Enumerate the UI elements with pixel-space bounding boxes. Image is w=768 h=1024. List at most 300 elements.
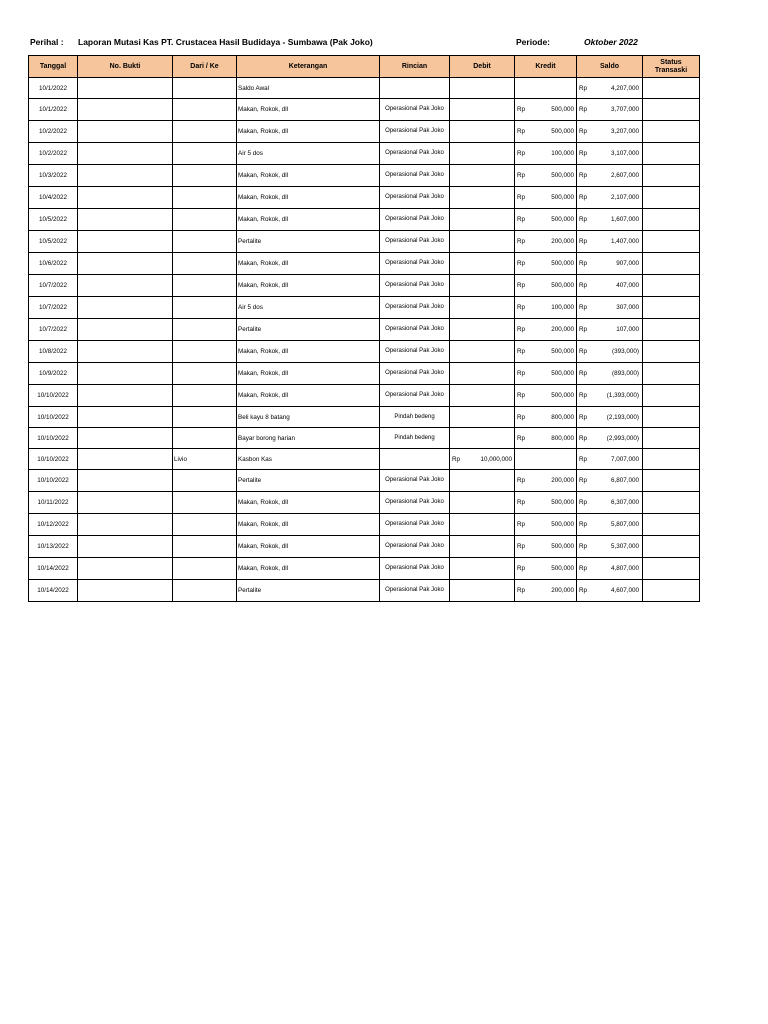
cell-dari-ke[interactable] (173, 209, 237, 231)
cell-dari-ke[interactable] (173, 580, 237, 602)
cell-dari-ke[interactable] (173, 319, 237, 341)
cell-status[interactable] (643, 536, 700, 558)
table-row (29, 558, 700, 580)
table-row (29, 580, 700, 602)
table-row (29, 231, 700, 253)
cell-saldo[interactable] (577, 580, 643, 602)
cell-rincian[interactable]: Operasional Pak Joko (380, 297, 450, 319)
currency-label: Rp (517, 150, 526, 157)
cell-dari-ke[interactable] (173, 363, 237, 385)
cell-kredit[interactable] (515, 121, 577, 143)
cell-keterangan[interactable]: Makan, Rokok, dll (237, 209, 380, 231)
cell-status[interactable] (643, 319, 700, 341)
cell-saldo-amount: 1,407,000 (610, 238, 639, 245)
col-header-status[interactable] (643, 56, 700, 78)
cell-debit[interactable] (450, 143, 515, 165)
cell-tanggal[interactable]: 10/6/2022 (29, 253, 78, 275)
cell-rincian[interactable]: Operasional Pak Joko (380, 363, 450, 385)
cell-dari-ke[interactable] (173, 99, 237, 121)
cell-keterangan[interactable]: Makan, Rokok, dll (237, 121, 380, 143)
cell-rincian[interactable]: Operasional Pak Joko (380, 492, 450, 514)
cell-keterangan[interactable]: Makan, Rokok, dll (237, 165, 380, 187)
cell-no-bukti[interactable] (78, 536, 173, 558)
cell-rincian[interactable] (380, 449, 450, 470)
cell-saldo-amount: 4,207,000 (610, 84, 639, 92)
cell-kredit-amount: 100,000 (551, 150, 574, 157)
cell-no-bukti[interactable] (78, 580, 173, 602)
cell-saldo[interactable] (577, 470, 643, 492)
cell-rincian[interactable]: Operasional Pak Joko (380, 121, 450, 143)
cell-status[interactable] (643, 428, 700, 449)
cell-saldo[interactable] (577, 78, 643, 99)
periode-label: Periode: (516, 37, 551, 47)
cell-tanggal[interactable]: 10/5/2022 (29, 231, 78, 253)
cell-saldo-amount: 2,107,000 (610, 194, 639, 201)
cell-keterangan[interactable]: Makan, Rokok, dll (237, 536, 380, 558)
cell-dari-ke[interactable] (173, 187, 237, 209)
cell-keterangan[interactable]: Makan, Rokok, dll (237, 99, 380, 121)
cell-tanggal[interactable]: 10/10/2022 (29, 385, 78, 407)
cell-no-bukti[interactable] (78, 492, 173, 514)
table-row (29, 536, 700, 558)
currency-label: Rp (579, 216, 588, 223)
cell-kredit[interactable] (515, 253, 577, 275)
cell-tanggal[interactable]: 10/10/2022 (29, 470, 78, 492)
cell-debit[interactable] (450, 275, 515, 297)
cell-saldo[interactable] (577, 449, 643, 470)
cell-rincian[interactable]: Operasional Pak Joko (380, 143, 450, 165)
cell-saldo[interactable] (577, 253, 643, 275)
table-row (29, 341, 700, 363)
cell-kredit-amount: 800,000 (551, 434, 574, 442)
currency-label: Rp (579, 106, 588, 113)
cell-rincian[interactable]: Operasional Pak Joko (380, 187, 450, 209)
table-row (29, 407, 700, 428)
cell-keterangan[interactable]: Makan, Rokok, dll (237, 514, 380, 536)
cell-kredit-amount: 200,000 (551, 587, 574, 594)
currency-label: Rp (517, 370, 526, 377)
cell-rincian[interactable]: Operasional Pak Joko (380, 580, 450, 602)
cell-debit[interactable] (450, 363, 515, 385)
cell-saldo-amount: (393,000) (612, 348, 639, 355)
cell-kredit[interactable] (515, 470, 577, 492)
cell-kredit[interactable] (515, 319, 577, 341)
cell-no-bukti[interactable] (78, 187, 173, 209)
cell-tanggal[interactable]: 10/3/2022 (29, 165, 78, 187)
cell-kredit[interactable] (515, 275, 577, 297)
cell-debit-amount: 10,000,000 (480, 455, 512, 463)
cell-keterangan[interactable]: Makan, Rokok, dll (237, 385, 380, 407)
cell-status[interactable] (643, 492, 700, 514)
cell-rincian[interactable]: Operasional Pak Joko (380, 385, 450, 407)
cell-debit[interactable] (450, 99, 515, 121)
cell-no-bukti[interactable] (78, 470, 173, 492)
cell-rincian[interactable]: Operasional Pak Joko (380, 319, 450, 341)
cell-rincian[interactable]: Operasional Pak Joko (380, 470, 450, 492)
cell-kredit[interactable] (515, 514, 577, 536)
cell-status[interactable] (643, 143, 700, 165)
currency-label: Rp (579, 413, 588, 421)
currency-label: Rp (579, 434, 588, 442)
cell-status[interactable] (643, 165, 700, 187)
cell-keterangan[interactable]: Pertalite (237, 580, 380, 602)
currency-label: Rp (517, 128, 526, 135)
cell-debit[interactable] (450, 165, 515, 187)
currency-label: Rp (517, 216, 526, 223)
cell-saldo-amount: 4,807,000 (610, 565, 639, 572)
currency-label: Rp (517, 260, 526, 267)
cell-debit[interactable] (450, 492, 515, 514)
cell-saldo-amount: 307,000 (616, 304, 639, 311)
cell-tanggal[interactable]: 10/2/2022 (29, 121, 78, 143)
cell-rincian[interactable] (380, 78, 450, 99)
cell-keterangan[interactable]: Kasbon Kas (237, 449, 380, 470)
cell-debit[interactable] (450, 231, 515, 253)
cell-kredit[interactable] (515, 492, 577, 514)
cell-dari-ke[interactable] (173, 492, 237, 514)
cell-debit[interactable] (450, 319, 515, 341)
cell-dari-ke[interactable] (173, 121, 237, 143)
cell-dari-ke[interactable] (173, 78, 237, 99)
cell-no-bukti[interactable] (78, 275, 173, 297)
cell-rincian[interactable]: Pindah bedeng (380, 407, 450, 428)
cell-no-bukti[interactable] (78, 319, 173, 341)
cell-dari-ke[interactable] (173, 253, 237, 275)
cell-saldo-amount: 1,607,000 (610, 216, 639, 223)
currency-label: Rp (579, 194, 588, 201)
cell-kredit[interactable] (515, 231, 577, 253)
cell-kredit[interactable] (515, 385, 577, 407)
cell-saldo[interactable] (577, 407, 643, 428)
cell-dari-ke[interactable]: Livio (173, 449, 237, 470)
cell-debit[interactable] (450, 121, 515, 143)
cell-kredit[interactable] (515, 165, 577, 187)
cell-no-bukti[interactable] (78, 143, 173, 165)
cell-rincian[interactable]: Operasional Pak Joko (380, 231, 450, 253)
cell-saldo-amount: 6,807,000 (610, 477, 639, 484)
cell-kredit-amount: 800,000 (551, 413, 574, 421)
cell-dari-ke[interactable] (173, 385, 237, 407)
cell-kredit[interactable] (515, 78, 577, 99)
cell-no-bukti[interactable] (78, 341, 173, 363)
currency-label: Rp (517, 304, 526, 311)
cell-keterangan[interactable]: Bayar borong harian (237, 428, 380, 449)
currency-label: Rp (517, 477, 526, 484)
cell-no-bukti[interactable] (78, 231, 173, 253)
cell-saldo[interactable] (577, 514, 643, 536)
currency-label: Rp (579, 128, 588, 135)
currency-label: Rp (517, 565, 526, 572)
col-header-debit[interactable]: Debit (450, 56, 515, 78)
cell-tanggal[interactable]: 10/10/2022 (29, 407, 78, 428)
cell-kredit-amount: 500,000 (551, 194, 574, 201)
currency-label: Rp (517, 499, 526, 506)
cell-debit[interactable] (450, 558, 515, 580)
currency-label: Rp (579, 587, 588, 594)
cell-tanggal[interactable]: 10/10/2022 (29, 449, 78, 470)
cell-rincian[interactable]: Operasional Pak Joko (380, 536, 450, 558)
cell-keterangan[interactable]: Air 5 dos (237, 297, 380, 319)
table-row (29, 121, 700, 143)
cell-rincian[interactable]: Operasional Pak Joko (380, 209, 450, 231)
cell-status[interactable] (643, 297, 700, 319)
cell-kredit-amount: 500,000 (551, 392, 574, 399)
cell-tanggal[interactable]: 10/2/2022 (29, 143, 78, 165)
currency-label: Rp (579, 565, 588, 572)
cell-tanggal[interactable]: 10/5/2022 (29, 209, 78, 231)
currency-label: Rp (517, 238, 526, 245)
cell-kredit[interactable] (515, 363, 577, 385)
col-header-no-bukti[interactable]: No. Bukti (78, 56, 173, 78)
cell-rincian[interactable]: Operasional Pak Joko (380, 558, 450, 580)
cell-tanggal[interactable]: 10/7/2022 (29, 275, 78, 297)
cell-status[interactable] (643, 209, 700, 231)
cell-kredit-amount: 500,000 (551, 128, 574, 135)
cell-saldo-amount: 4,607,000 (610, 587, 639, 594)
cell-kredit[interactable] (515, 99, 577, 121)
cell-no-bukti[interactable] (78, 209, 173, 231)
cell-dari-ke[interactable] (173, 231, 237, 253)
table-header-row (29, 56, 700, 78)
cell-tanggal[interactable]: 10/9/2022 (29, 363, 78, 385)
cell-dari-ke[interactable] (173, 341, 237, 363)
cell-saldo[interactable] (577, 536, 643, 558)
currency-label: Rp (579, 260, 588, 267)
cell-debit[interactable] (450, 341, 515, 363)
table-row (29, 385, 700, 407)
cell-saldo[interactable] (577, 165, 643, 187)
cell-dari-ke[interactable] (173, 514, 237, 536)
cell-saldo[interactable] (577, 341, 643, 363)
table-row (29, 514, 700, 536)
cell-saldo-amount: 5,307,000 (610, 543, 639, 550)
cell-debit[interactable] (450, 253, 515, 275)
cell-status[interactable] (643, 99, 700, 121)
col-header-saldo[interactable]: Saldo (577, 56, 643, 78)
cell-keterangan[interactable]: Makan, Rokok, dll (237, 492, 380, 514)
cell-status[interactable] (643, 121, 700, 143)
cell-no-bukti[interactable] (78, 385, 173, 407)
cell-keterangan[interactable]: Air 5 dos (237, 143, 380, 165)
cell-keterangan[interactable]: Saldo Awal (237, 78, 380, 99)
cell-no-bukti[interactable] (78, 297, 173, 319)
cell-tanggal[interactable]: 10/14/2022 (29, 580, 78, 602)
cell-status[interactable] (643, 514, 700, 536)
col-header-tanggal[interactable]: Tanggal (29, 56, 78, 78)
cell-no-bukti[interactable] (78, 363, 173, 385)
currency-label: Rp (517, 521, 526, 528)
currency-label: Rp (517, 587, 526, 594)
cell-dari-ke[interactable] (173, 165, 237, 187)
cell-kredit[interactable] (515, 580, 577, 602)
currency-label: Rp (517, 348, 526, 355)
cell-rincian[interactable]: Operasional Pak Joko (380, 165, 450, 187)
cell-saldo-amount: (2,993,000) (606, 434, 639, 442)
cell-saldo[interactable] (577, 143, 643, 165)
cell-tanggal[interactable]: 10/13/2022 (29, 536, 78, 558)
cell-dari-ke[interactable] (173, 407, 237, 428)
cell-kredit[interactable] (515, 536, 577, 558)
cell-no-bukti[interactable] (78, 99, 173, 121)
cell-kredit[interactable] (515, 407, 577, 428)
cell-saldo[interactable] (577, 558, 643, 580)
cell-kredit[interactable] (515, 341, 577, 363)
cell-status[interactable] (643, 341, 700, 363)
currency-label: Rp (579, 499, 588, 506)
cell-debit[interactable] (450, 514, 515, 536)
currency-label: Rp (579, 543, 588, 550)
cell-kredit[interactable] (515, 558, 577, 580)
cell-no-bukti[interactable] (78, 253, 173, 275)
cell-debit[interactable] (450, 536, 515, 558)
cell-saldo[interactable] (577, 297, 643, 319)
cell-no-bukti[interactable] (78, 449, 173, 470)
cell-kredit-amount: 500,000 (551, 565, 574, 572)
cell-debit[interactable] (450, 78, 515, 99)
cell-debit[interactable] (450, 407, 515, 428)
periode-value: Oktober 2022 (584, 37, 638, 47)
cell-no-bukti[interactable] (78, 407, 173, 428)
cell-rincian[interactable]: Operasional Pak Joko (380, 514, 450, 536)
cell-saldo[interactable] (577, 231, 643, 253)
currency-label: Rp (517, 326, 526, 333)
currency-label: Rp (579, 348, 588, 355)
cell-keterangan[interactable]: Makan, Rokok, dll (237, 253, 380, 275)
cell-rincian[interactable]: Operasional Pak Joko (380, 253, 450, 275)
cell-status[interactable] (643, 470, 700, 492)
cell-dari-ke[interactable] (173, 297, 237, 319)
cell-debit[interactable] (450, 428, 515, 449)
cell-saldo[interactable] (577, 121, 643, 143)
cell-tanggal[interactable]: 10/7/2022 (29, 297, 78, 319)
cell-dari-ke[interactable] (173, 536, 237, 558)
currency-label: Rp (579, 455, 588, 463)
currency-label: Rp (579, 477, 588, 484)
cell-tanggal[interactable]: 10/4/2022 (29, 187, 78, 209)
cell-rincian[interactable]: Operasional Pak Joko (380, 275, 450, 297)
col-header-kredit[interactable]: Kredit (515, 56, 577, 78)
cell-keterangan[interactable]: Beli kayu 8 batang (237, 407, 380, 428)
cell-saldo-amount: 5,807,000 (610, 521, 639, 528)
cell-rincian[interactable]: Operasional Pak Joko (380, 341, 450, 363)
cell-status[interactable] (643, 187, 700, 209)
cell-keterangan[interactable]: Makan, Rokok, dll (237, 275, 380, 297)
cell-kredit[interactable] (515, 143, 577, 165)
cell-tanggal[interactable]: 10/1/2022 (29, 99, 78, 121)
cell-keterangan[interactable]: Makan, Rokok, dll (237, 341, 380, 363)
cell-keterangan[interactable]: Pertalite (237, 231, 380, 253)
cell-saldo[interactable] (577, 363, 643, 385)
cell-kredit[interactable] (515, 187, 577, 209)
cell-no-bukti[interactable] (78, 514, 173, 536)
cell-saldo-amount: 407,000 (616, 282, 639, 289)
cell-debit[interactable] (450, 187, 515, 209)
cell-kredit-amount: 200,000 (551, 326, 574, 333)
cell-status[interactable] (643, 78, 700, 99)
cell-keterangan[interactable]: Makan, Rokok, dll (237, 187, 380, 209)
cell-keterangan[interactable]: Makan, Rokok, dll (237, 363, 380, 385)
cell-debit[interactable] (450, 449, 515, 470)
currency-label: Rp (517, 543, 526, 550)
cell-saldo[interactable] (577, 319, 643, 341)
cell-saldo[interactable] (577, 428, 643, 449)
cell-status[interactable] (643, 407, 700, 428)
cell-kredit[interactable] (515, 449, 577, 470)
col-header-keterangan[interactable]: Keterangan (237, 56, 380, 78)
cell-debit[interactable] (450, 385, 515, 407)
cell-status[interactable] (643, 275, 700, 297)
cell-no-bukti[interactable] (78, 78, 173, 99)
cell-tanggal[interactable]: 10/1/2022 (29, 78, 78, 99)
cell-status[interactable] (643, 449, 700, 470)
cell-kredit[interactable] (515, 209, 577, 231)
cell-tanggal[interactable]: 10/10/2022 (29, 428, 78, 449)
cell-saldo-amount: (893,000) (612, 370, 639, 377)
cell-tanggal[interactable]: 10/12/2022 (29, 514, 78, 536)
cell-tanggal[interactable]: 10/14/2022 (29, 558, 78, 580)
cell-no-bukti[interactable] (78, 558, 173, 580)
cell-dari-ke[interactable] (173, 275, 237, 297)
cell-debit[interactable] (450, 580, 515, 602)
cell-saldo-amount: 6,307,000 (610, 499, 639, 506)
currency-label: Rp (517, 172, 526, 179)
cell-saldo[interactable] (577, 209, 643, 231)
cell-keterangan[interactable]: Pertalite (237, 319, 380, 341)
cell-dari-ke[interactable] (173, 470, 237, 492)
cell-kredit[interactable] (515, 428, 577, 449)
cell-kredit[interactable] (515, 297, 577, 319)
cell-status[interactable] (643, 558, 700, 580)
cell-rincian[interactable]: Operasional Pak Joko (380, 99, 450, 121)
cell-debit[interactable] (450, 470, 515, 492)
cell-status[interactable] (643, 363, 700, 385)
cell-debit[interactable] (450, 209, 515, 231)
cell-saldo[interactable] (577, 99, 643, 121)
cell-saldo[interactable] (577, 187, 643, 209)
cell-dari-ke[interactable] (173, 428, 237, 449)
currency-label: Rp (579, 238, 588, 245)
cell-status[interactable] (643, 253, 700, 275)
col-header-rincian[interactable]: Rincian (380, 56, 450, 78)
cell-status[interactable] (643, 385, 700, 407)
cell-kredit-amount: 500,000 (551, 370, 574, 377)
currency-label: Rp (579, 84, 588, 92)
currency-label: Rp (579, 326, 588, 333)
table-row (29, 492, 700, 514)
cell-saldo[interactable] (577, 492, 643, 514)
cell-dari-ke[interactable] (173, 143, 237, 165)
cell-tanggal[interactable]: 10/8/2022 (29, 341, 78, 363)
cell-status[interactable] (643, 580, 700, 602)
cell-tanggal[interactable]: 10/7/2022 (29, 319, 78, 341)
cell-status[interactable] (643, 231, 700, 253)
cell-keterangan[interactable]: Pertalite (237, 470, 380, 492)
cell-keterangan[interactable]: Makan, Rokok, dll (237, 558, 380, 580)
cell-no-bukti[interactable] (78, 165, 173, 187)
cell-saldo[interactable] (577, 275, 643, 297)
cell-tanggal[interactable]: 10/11/2022 (29, 492, 78, 514)
cell-saldo[interactable] (577, 385, 643, 407)
cell-dari-ke[interactable] (173, 558, 237, 580)
cell-rincian[interactable]: Pindah bedeng (380, 428, 450, 449)
cell-no-bukti[interactable] (78, 121, 173, 143)
cell-saldo-amount: 107,000 (616, 326, 639, 333)
table-row (29, 297, 700, 319)
cell-no-bukti[interactable] (78, 428, 173, 449)
cell-saldo-amount: 7,007,000 (610, 455, 639, 463)
cell-debit[interactable] (450, 297, 515, 319)
col-header-dari-ke[interactable]: Dari / Ke (173, 56, 237, 78)
